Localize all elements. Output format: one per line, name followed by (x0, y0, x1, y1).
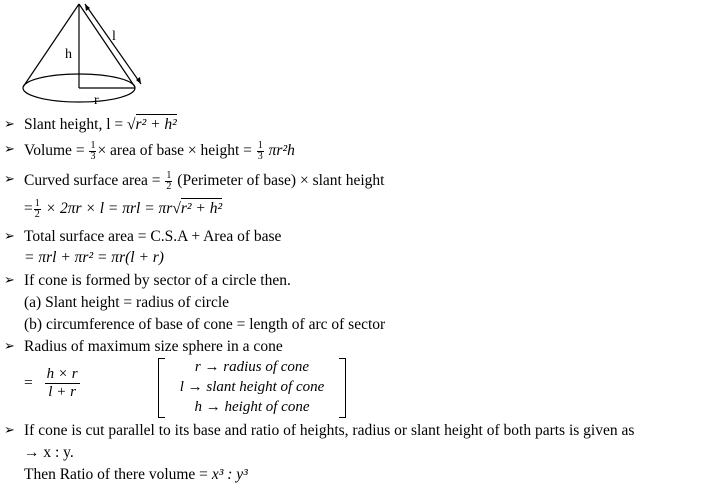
cut-line2: → x : y. (24, 444, 74, 461)
label-r: r (94, 93, 99, 108)
sphere-legend-matrix (158, 358, 346, 418)
bullet-icon: ➢ (4, 171, 15, 186)
cut-line1: If cone is cut parallel to its base and ratio of heights, radius or slant height of both parts is given as (24, 422, 635, 439)
volume-formula: πr²h (268, 142, 295, 160)
volume-frac2-num: 1 (257, 140, 263, 151)
sphere-line1: Radius of maximum size sphere in a cone (24, 338, 283, 355)
label-l: l (112, 29, 116, 44)
cut-line3-lead: Then Ratio of there volume = (24, 466, 212, 483)
csa-line2-frac-num: 1 (34, 198, 40, 209)
tsa-line1: Total surface area = C.S.A + Area of base (24, 228, 282, 245)
slant-arrow-line (85, 4, 141, 84)
legend-row-h: h → height of cone (194, 399, 310, 415)
sector-line2: (a) Slant height = radius of circle (24, 294, 230, 311)
legend-row-r: r → radius of cone (194, 359, 310, 375)
csa-line2: = $\frac{1}{2}$ × 2πr × l = πrl = πr√r² + h² (24, 198, 223, 220)
slant-height-text: Slant height, l = (24, 116, 128, 133)
csa-line2-radicand: r² + h² (180, 200, 223, 218)
volume-frac1-num: 1 (90, 140, 96, 151)
cone-diagram (0, 0, 160, 112)
label-h: h (65, 47, 72, 62)
csa-frac-num: 1 (166, 170, 172, 181)
csa-line2-frac-den: 2 (34, 209, 40, 220)
sphere-frac-den: l + r (48, 384, 76, 400)
volume-lead: Volume = (24, 142, 89, 160)
csa-lead: Curved surface area = (24, 172, 165, 190)
volume-frac1-den: 3 (90, 151, 96, 162)
sphere-frac-num: h × r (46, 366, 78, 382)
volume-mid: × area of base × height = (97, 142, 256, 160)
csa-line2-formula: × 2πr × l = πrl = πr (45, 200, 173, 218)
bullet-icon: ➢ (4, 228, 15, 243)
volume-frac2-den: 3 (257, 151, 263, 162)
bullet-icon: ➢ (4, 272, 15, 287)
csa-tail: (Perimeter of base) × slant height (177, 172, 385, 190)
csa-frac-den: 2 (166, 181, 172, 192)
bullet-icon: ➢ (4, 422, 15, 437)
cut-line3-math: x³ : y³ (211, 466, 248, 483)
csa-line2-lead: = (24, 200, 33, 218)
bullet-icon: ➢ (4, 338, 15, 353)
bullet-icon: ➢ (4, 141, 15, 156)
slant-height-radicand: r² + h² (135, 116, 177, 133)
tsa-line2: = πrl + πr² = πr(l + r) (24, 249, 164, 266)
legend-row-l: l → slant height of cone (179, 379, 325, 395)
sector-line3: (b) circumference of base of cone = length of arc of sector (24, 316, 386, 333)
bullet-icon: ➢ (4, 116, 15, 131)
sector-line1: If cone is formed by sector of a circle then. (24, 272, 291, 289)
sphere-eq: = (24, 374, 33, 392)
